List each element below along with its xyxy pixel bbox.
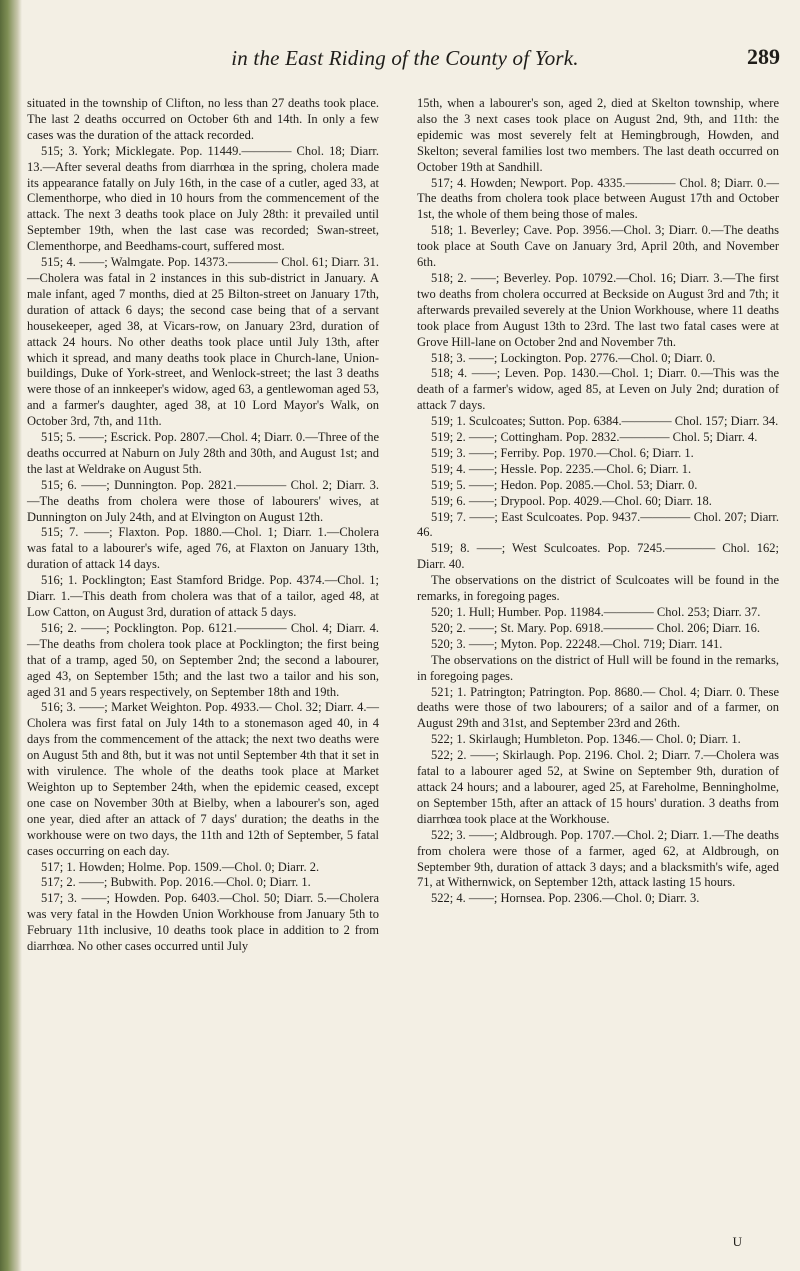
paragraph: 518; 4. ——; Leven. Pop. 1430.—Chol. 1; Diarr. 0.—This was the death of a farmer's widow, aged 85, at Leven on July 2nd; duration of attack 7 days. bbox=[417, 366, 779, 413]
paragraph: 519; 6. ——; Drypool. Pop. 4029.—Chol. 60; Diarr. 18. bbox=[431, 493, 712, 508]
paragraph: 515; 5. ——; Escrick. Pop. 2807.—Chol. 4; Diarr. 0.—Three of the deaths occurred at Naburn on July 28th and 30th, and August 1st; and the last at Weldrake on August 5th. bbox=[27, 430, 379, 476]
paragraph: 515; 3. York; Micklegate. Pop. 11449.———— Chol. 18; Diarr. 13.—After several deaths from diarrhœa in the spring, cholera made its appearance fatally on July 16th, in the case of a cutler, aged 33, at Clementhorpe, who died in 10 hours from the commencement of the attack. The next 3 deaths took place on July 28th: it prevailed until September 19th, when the last case was recorded; Swan-street, Clementhorpe, and Beedhams-court, suffered most. bbox=[27, 143, 379, 254]
paragraph: 522; 1. Skirlaugh; Humbleton. Pop. 1346.— Chol. 0; Diarr. 1. bbox=[431, 732, 741, 747]
paragraph: 522; 3. ——; Aldbrough. Pop. 1707.—Chol. 2; Diarr. 1.—The deaths from cholera were those of a farmer, aged 62, at Aldbrough, on September 9th, duration of attack 3 days; and a blacksmith's wife, aged 71, at Withernwick, on September 12th, attack lasting 15 hours. bbox=[417, 827, 779, 890]
paragraph: 522; 2. ——; Skirlaugh. Pop. 2196. Chol. 2; Diarr. 7.—Cholera was fatal to a labourer aged 52, at Swine on September 9th, duration of attack 24 hours; and a labourer, aged 25, at Fareholme, Benningholme, on September 15th, after an attack of 15 hours' duration. 3 deaths from diarrhœa took place at the Workhouse. bbox=[417, 748, 779, 826]
paragraph: 516; 3. ——; Market Weighton. Pop. 4933.— Chol. 32; Diarr. 4.—Cholera was first fatal on July 14th to a stonemason aged 40, in 4 days from the commencement of the attack; the next two deaths were on August 5th and 8th, but it was not until September 4th that it set in with virulence. The whole of the deaths took place at Market Weighton up to September 24th, when the epidemic ceased, except one case on November 30th at Bielby, when a labourer's son, aged one year, died after an attack of 7 days' duration; the deaths in the workhouse were on two days, the 11th and 12th of September, 5 fatal cases occurring on each day. bbox=[27, 700, 379, 858]
paragraph: 517; 2. ——; Bubwith. Pop. 2016.—Chol. 0; Diarr. 1. bbox=[41, 875, 311, 890]
paragraph: 519; 2. ——; Cottingham. Pop. 2832.———— Chol. 5; Diarr. 4. bbox=[431, 430, 758, 445]
paragraph: 521; 1. Patrington; Patrington. Pop. 8680.— Chol. 4; Diarr. 0. These deaths were those of two labourers; of a sailor and of a farmer, on August 29th and 31st, and September 23rd and 26th. bbox=[417, 684, 779, 731]
paragraph: situated in the township of Clifton, no less than 27 deaths took place. The last 2 deaths occurred on October 6th and 14th. In only a few cases was the duration of the attack recorded. bbox=[27, 96, 379, 142]
paragraph: The observations on the district of Hull will be found in the remarks, in foregoing pages. bbox=[417, 652, 779, 683]
signature-mark: U bbox=[732, 1234, 742, 1249]
paragraph: 517; 4. Howden; Newport. Pop. 4335.———— Chol. 8; Diarr. 0.—The deaths from cholera took place between August 17th and October 1st, the whole of them being those of males. bbox=[417, 175, 779, 222]
running-title: in the East Riding of the County of York. bbox=[231, 46, 579, 70]
paragraph: 519; 7. ——; East Sculcoates. Pop. 9437.———— Chol. 207; Diarr. 46. bbox=[417, 509, 779, 540]
paragraph: 520; 3. ——; Myton. Pop. 22248.—Chol. 719; Diarr. 141. bbox=[431, 636, 723, 651]
paragraph: 518; 1. Beverley; Cave. Pop. 3956.—Chol. 3; Diarr. 0.—The deaths took place at South Cave on January 3rd, April 20th, and November 6th. bbox=[417, 223, 779, 270]
paragraph: 515; 7. ——; Flaxton. Pop. 1880.—Chol. 1; Diarr. 1.—Cholera was fatal to a labourer's wife, aged 76, at Flaxton on January 13th, duration of attack 14 days. bbox=[27, 525, 379, 572]
paragraph: 519; 1. Sculcoates; Sutton. Pop. 6384.———— Chol. 157; Diarr. 34. bbox=[431, 414, 779, 429]
page-header bbox=[30, 42, 780, 74]
paragraph: 520; 2. ——; St. Mary. Pop. 6918.———— Chol. 206; Diarr. 16. bbox=[431, 620, 761, 635]
paragraph: 515; 6. ——; Dunnington. Pop. 2821.———— Chol. 2; Diarr. 3.—The deaths from cholera were those of labourers' wives, at Dunnington on July 24th, and at Elvington on August 12th. bbox=[27, 477, 379, 524]
paragraph: 518; 2. ——; Beverley. Pop. 10792.—Chol. 16; Diarr. 3.—The first two deaths from cholera occurred at Beckside on August 3rd and 7th; it afterwards prevailed severely at the Union Workhouse, where 11 deaths took place from August 13th to 23rd. The last two fatal cases were at Grove Hill-lane on October 2nd and November 7th. bbox=[417, 270, 779, 349]
paragraph: 518; 3. ——; Lockington. Pop. 2776.—Chol. 0; Diarr. 0. bbox=[431, 350, 716, 365]
paragraph: 519; 4. ——; Hessle. Pop. 2235.—Chol. 6; Diarr. 1. bbox=[431, 461, 692, 476]
paragraph: The observations on the district of Sculcoates will be found in the remarks, in foregoing pages. bbox=[417, 573, 779, 604]
page-number: 289 bbox=[747, 44, 780, 69]
paragraph: 515; 4. ——; Walmgate. Pop. 14373.———— Chol. 61; Diarr. 31.—Cholera was fatal in 2 instances in this sub-district in January. A male infant, aged 7 months, died at 25 Bilton-street on January 17th, duration of attack 6 days; the second case being that of a servant housekeeper, aged 38, at Vicars-row, on January 23rd, duration of attack 24 hours. No other deaths took place until July 13th, after which it spread, and many deaths took place in Church-lane, Union-buildings, Duke of York-street, and Wenlock-street; the last 3 deaths were those of an innkeeper's widow, aged 63, a gentlewoman aged 53, and a farmer's daughter, aged 38, at 10 Lord Mayor's Walk, on October 3rd, 7th, and 11th. bbox=[27, 255, 379, 429]
paragraph: 522; 4. ——; Hornsea. Pop. 2306.—Chol. 0; Diarr. 3. bbox=[431, 891, 700, 906]
paragraph: 15th, when a labourer's son, aged 2, died at Skelton township, where also the 3 next cases took place on August 2nd, 9th, and 11th: the epidemic was most severely felt at Hemingbrough, Howden, and Skelton; several families lost two members. The last death occurred on October 19th at Sandhill. bbox=[417, 96, 779, 174]
paragraph: 517; 1. Howden; Holme. Pop. 1509.—Chol. 0; Diarr. 2. bbox=[41, 859, 320, 874]
paragraph: 519; 3. ——; Ferriby. Pop. 1970.—Chol. 6; Diarr. 1. bbox=[431, 445, 694, 460]
right-column bbox=[417, 96, 779, 907]
paragraph: 516; 2. ——; Pocklington. Pop. 6121.———— Chol. 4; Diarr. 4.—The deaths from cholera took place at Pocklington; the first being that of a tramp, aged 50, on September 2nd; the second a labourer, aged 43, on September 15th; and the last two a tailor and his son, aged 31 and 5 years respectively, on September 18th and 19th. bbox=[27, 620, 379, 699]
paragraph: 519; 5. ——; Hedon. Pop. 2085.—Chol. 53; Diarr. 0. bbox=[431, 477, 698, 492]
paragraph: 520; 1. Hull; Humber. Pop. 11984.———— Chol. 253; Diarr. 37. bbox=[431, 605, 761, 619]
paragraph: 519; 8. ——; West Sculcoates. Pop. 7245.———— Chol. 162; Diarr. 40. bbox=[417, 541, 779, 572]
page-binding-edge bbox=[0, 0, 22, 1271]
paragraph: 517; 3. ——; Howden. Pop. 6403.—Chol. 50; Diarr. 5.—Cholera was very fatal in the Howden Union Workhouse from January 5th to February 11th inclusive, 10 deaths took place in addition to 2 from diarrhœa. No other cases occurred until July bbox=[27, 891, 379, 954]
left-column bbox=[27, 96, 379, 955]
paragraph: 516; 1. Pocklington; East Stamford Bridge. Pop. 4374.—Chol. 1; Diarr. 1.—This death from cholera was that of a tailor, aged 48, at Low Catton, on August 3rd, duration of attack 5 days. bbox=[27, 573, 379, 619]
